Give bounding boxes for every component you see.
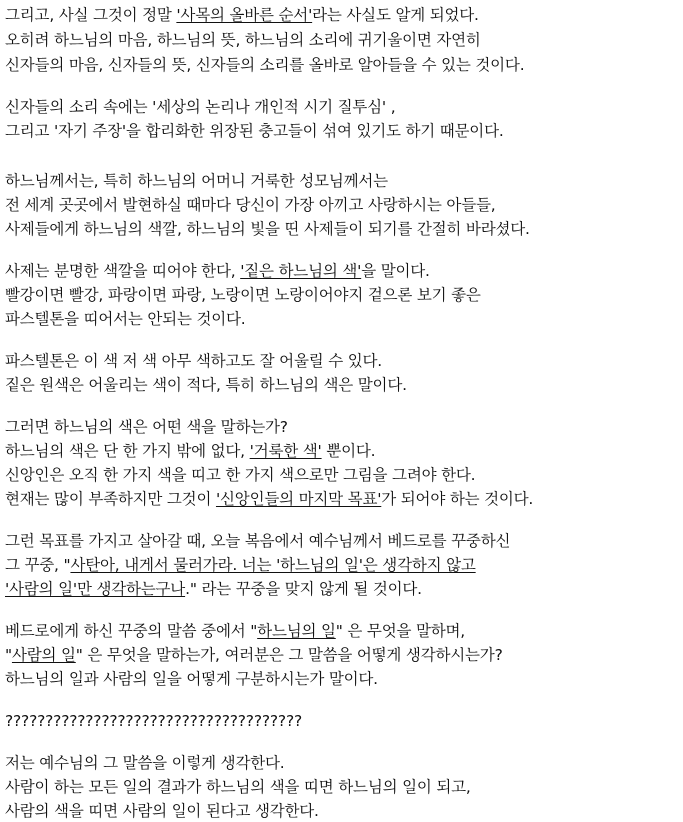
text-line	[5, 284, 481, 306]
text-segment: 빨강이면 빨강, 파랑이면 파랑, 노랑이면 노랑이어야지 겉으론 보기 좋은	[5, 286, 481, 304]
text-segment: 그리고 '자기 주장'을 합리화한 위장된 충고들이 섞여 있기도 하기 때문이다.	[5, 122, 504, 140]
text-segment: "	[5, 646, 12, 664]
text-line	[5, 644, 503, 666]
text-line	[5, 120, 504, 142]
text-segment: 베드로에게 하신 꾸중의 말씀 중에서 "	[5, 622, 258, 640]
text-segment: 하느님께서는, 특히 하느님의 어머니 거룩한 성모님께서는	[5, 172, 388, 190]
text-line	[5, 374, 407, 396]
text-line	[5, 440, 375, 462]
text-segment: 을 말이다.	[361, 262, 430, 280]
text-line	[5, 350, 382, 372]
text-line	[5, 620, 465, 642]
underlined-text: '신앙인들의 마지막 목표'	[215, 490, 382, 508]
text-segment: 사람의 색을 띠면 사람의 일이 된다고 생각한다.	[5, 802, 319, 820]
text-line	[5, 96, 395, 118]
text-line	[5, 54, 524, 76]
text-segment: 그런 목표를 가지고 살아갈 때, 오늘 복음에서 예수님께서 베드로를 꾸중하신	[5, 532, 511, 550]
text-line	[5, 308, 246, 330]
text-line	[5, 710, 302, 732]
underlined-text: 사람의 일	[11, 646, 76, 664]
text-segment: 신자들의 소리 속에는 '세상의 논리나 개인적 시기 질투심' ,	[5, 98, 396, 116]
text-segment: 파스텔톤을 띠어서는 안되는 것이다.	[5, 310, 246, 328]
underlined-text: '거룩한 색'	[249, 442, 322, 460]
text-segment: 사람이 하는 모든 일의 결과가 하느님의 색을 띠면 하느님의 일이 되고,	[5, 778, 471, 796]
text-line	[5, 29, 481, 51]
text-segment: 사제는 분명한 색깔을 띠어야 한다,	[5, 262, 241, 280]
text-line	[5, 488, 533, 510]
text-segment: 그 꾸중, "	[5, 556, 71, 574]
text-segment: ?????????????????????????????????????	[5, 712, 302, 730]
underlined-text: 하느님의 일	[257, 622, 336, 640]
text-segment: 그리고, 사실 그것이 정말	[5, 6, 177, 24]
underlined-text: '사람의 일'만 생각하는구나	[5, 580, 186, 598]
text-segment: " 은 무엇을 말하며,	[335, 622, 466, 640]
text-line	[5, 260, 430, 282]
text-line	[5, 218, 530, 240]
text-segment: 오히려 하느님의 마음, 하느님의 뜻, 하느님의 소리에 귀기울이면 자연히	[5, 31, 481, 49]
text-segment: 신앙인은 오직 한 가지 색을 띠고 한 가지 색으로만 그림을 그려야 한다.	[5, 466, 476, 484]
text-line	[5, 530, 510, 552]
text-segment: 하느님의 일과 사람의 일을 어떻게 구분하시는가 말이다.	[5, 670, 378, 688]
text-segment: " 은 무엇을 말하는가, 여러분은 그 말씀을 어떻게 생각하시는가?	[75, 646, 503, 664]
underlined-text: '짙은 하느님의 색'	[240, 262, 362, 280]
text-segment: 하느님의 색은 단 한 가지 밖에 없다,	[5, 442, 250, 460]
text-line	[5, 464, 475, 486]
text-line	[5, 170, 388, 192]
text-line	[5, 416, 288, 438]
text-line	[5, 578, 422, 600]
text-segment: 신자들의 마음, 신자들의 뜻, 신자들의 소리를 올바로 알아들을 수 있는 것이다.	[5, 56, 525, 74]
text-segment: 뿐이다.	[321, 442, 376, 460]
text-segment: 라는 사실도 알게 되었다.	[312, 6, 479, 24]
underlined-text: '사목의 올바른 순서'	[176, 6, 313, 24]
text-line	[5, 194, 495, 216]
text-segment: 사제들에게 하느님의 색깔, 하느님의 빛을 띤 사제들이 되기를 간절히 바라셨다.	[5, 220, 530, 238]
text-line	[5, 554, 476, 576]
text-segment: 저는 예수님의 그 말씀을 이렇게 생각한다.	[5, 754, 285, 772]
text-line	[5, 668, 378, 690]
text-line	[5, 800, 319, 822]
text-segment: 가 되어야 하는 것이다.	[381, 490, 534, 508]
text-line	[5, 752, 285, 774]
text-segment: 그러면 하느님의 색은 어떤 색을 말하는가?	[5, 418, 288, 436]
text-segment: 짙은 원색은 어울리는 색이 적다, 특히 하느님의 색은 말이다.	[5, 376, 407, 394]
text-segment: 전 세계 곳곳에서 발현하실 때마다 당신이 가장 아끼고 사랑하시는 아들들,	[5, 196, 496, 214]
text-segment: ." 라는 꾸중을 맞지 않게 될 것이다.	[185, 580, 422, 598]
text-segment: 파스텔톤은 이 색 저 색 아무 색하고도 잘 어울릴 수 있다.	[5, 352, 383, 370]
text-segment: 현재는 많이 부족하지만 그것이	[5, 490, 216, 508]
text-line	[5, 4, 479, 26]
text-line	[5, 776, 471, 798]
underlined-text: 사탄아, 내게서 물러가라. 너는 '하느님의 일'은 생각하지 않고	[70, 556, 476, 574]
